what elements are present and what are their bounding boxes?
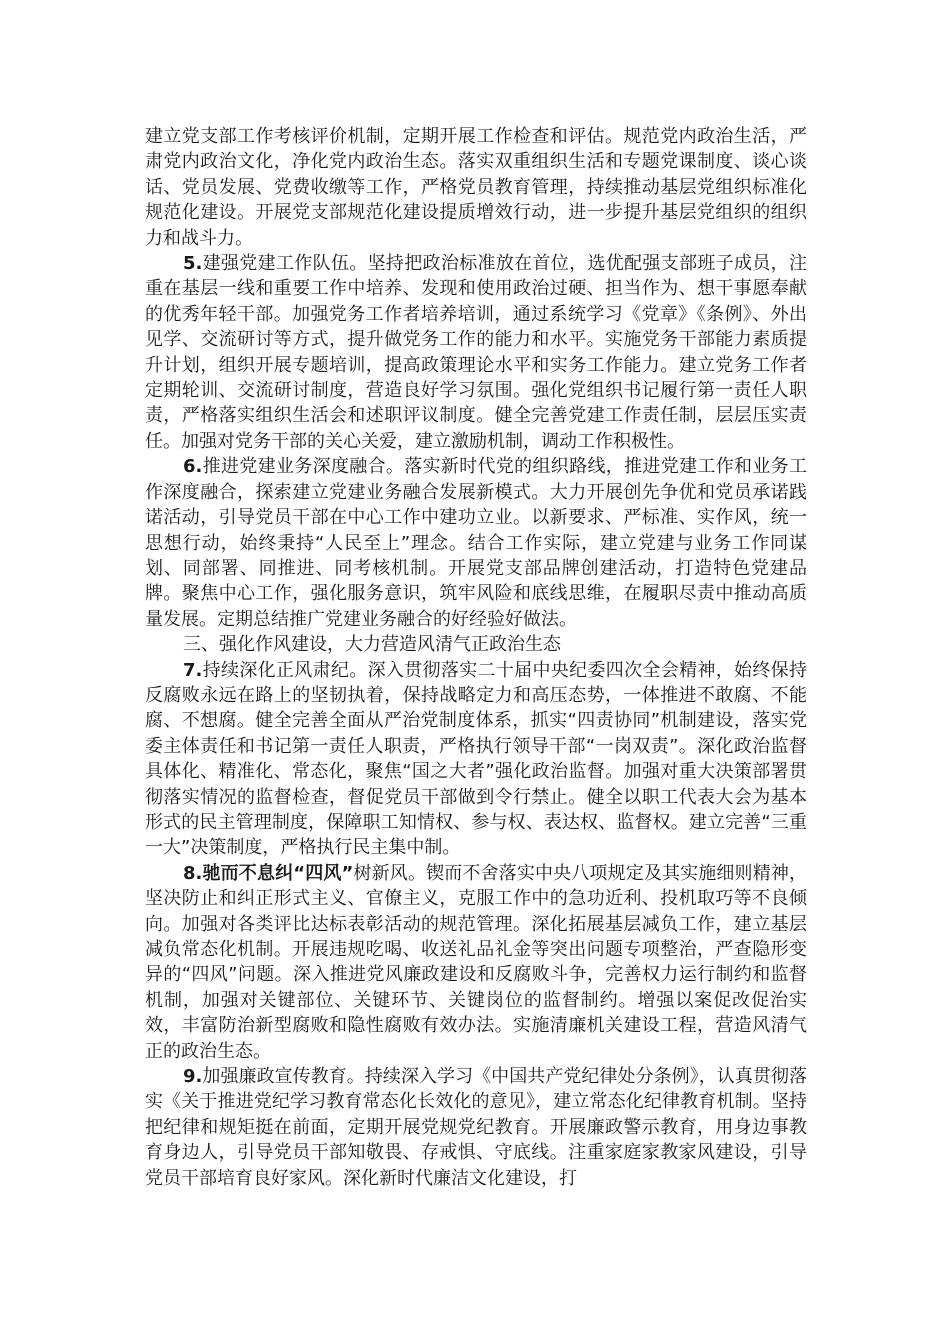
- item-number: 8.: [183, 862, 203, 884]
- paragraph-item-8: [145, 861, 807, 1064]
- item-bold-head: 驰而不息纠“四风”: [202, 862, 354, 884]
- item-number: 6.: [183, 456, 203, 478]
- paragraph-item-5: [145, 251, 807, 454]
- item-number: 5.: [183, 253, 203, 275]
- document-page: [145, 124, 807, 1191]
- item-number: 7.: [183, 659, 203, 681]
- paragraph-text: 树新风。锲而不舍落实中央八项规定及其实施细则精神，坚决防止和纠正形式主义、官僚主义，克服工作中的急功近利、投机取巧等不良倾向。加强对各类评比达标表彰活动的规范管理。深化拓展基层减负工作，建立基层减负常态化机制。开展违规吃喝、收送礼品礼金等突出问题专项整治，严查隐形变异的“四风”问题。深入推进党风廉政建设和反腐败斗争，完善权力运行制约和监督机制，加强对关键部位、关键环节、关键岗位的监督制约。增强以案促改促治实效，丰富防治新型腐败和隐性腐败有效办法。实施清廉机关建设工程，营造风清气正的政治生态。: [145, 862, 807, 1062]
- paragraph-text: 加强廉政宣传教育。持续深入学习《中国共产党纪律处分条例》，认真贯彻落实《关于推进党纪学习教育常态化长效化的意见》，建立常态化纪律教育机制。坚持把纪律和规矩挺在前面，定期开展党规党纪教育。开展廉政警示教育，用身边事教育身边人，引导党员干部知敬畏、存戒惧、守底线。注重家庭家教家风建设，引导党员干部培育良好家风。深化新时代廉洁文化建设，打: [145, 1066, 807, 1189]
- paragraph-item-9: [145, 1064, 807, 1191]
- paragraph-text: 推进党建业务深度融合。落实新时代党的组织路线，推进党建工作和业务工作深度融合，探索建立党建业务融合发展新模式。大力开展创先争优和党员承诺践诺活动，引导党员干部在中心工作中建功立业。以新要求、严标准、实作风，统一思想行动，始终秉持“人民至上”理念。结合工作实际，建立党建与业务工作同谋划、同部署、同推进、同考核机制。开展党支部品牌创建活动，打造特色党建品牌。聚焦中心工作，强化服务意识，筑牢风险和底线思维，在履职尽责中推动高质量发展。定期总结推广党建业务融合的好经验好做法。: [145, 456, 807, 630]
- paragraph-text: 建强党建工作队伍。坚持把政治标准放在首位，选优配强支部班子成员，注重在基层一线和重要工作中培养、发现和使用政治过硬、担当作为、想干事愿奉献的优秀年轻干部。加强党务工作者培养培训，通过系统学习《党章》《条例》、外出见学、交流研讨等方式，提升做党务工作的能力和水平。实施党务干部能力素质提升计划，组织开展专题培训，提高政策理论水平和实务工作能力。建立党务工作者定期轮训、交流研讨制度，营造良好学习氛围。强化党组织书记履行第一责任人职责，严格落实组织生活会和述职评议制度。健全完善党建工作责任制，层层压实责任。加强对党务干部的关心关爱，建立激励机制，调动工作积极性。: [145, 253, 807, 452]
- paragraph-item-6: [145, 454, 807, 632]
- paragraph-item-7: [145, 658, 807, 861]
- section-heading-3: 三、强化作风建设，大力营造风清气正政治生态: [183, 634, 561, 656]
- paragraph-text: 持续深化正风肃纪。深入贯彻落实二十届中央纪委四次全会精神，始终保持反腐败永远在路上的坚韧执着，保持战略定力和高压态势，一体推进不敢腐、不能腐、不想腐。健全完善全面从严治党制度体系，抓实“四责协同”机制建设，落实党委主体责任和书记第一责任人职责，严格执行领导干部“一岗双责”。深化政治监督具体化、精准化、常态化，聚焦“国之大者”强化政治监督。加强对重大决策部署贯彻落实情况的监督检查，督促党员干部做到令行禁止。健全以职工代表大会为基本形式的民主管理制度，保障职工知情权、参与权、表达权、监督权。建立完善“三重一大”决策制度，严格执行民主集中制。: [145, 659, 807, 859]
- item-number: 9.: [183, 1066, 203, 1088]
- paragraph-intro: 建立党支部工作考核评价机制，定期开展工作检查和评估。规范党内政治生活，严肃党内政治文化，净化党内政治生态。落实双重组织生活和专题党课制度、谈心谈话、党员发展、党费收缴等工作，严格党员教育管理，持续推动基层党组织标准化规范化建设。开展党支部规范化建设提质增效行动，进一步提升基层党组织的组织力和战斗力。: [145, 126, 807, 249]
